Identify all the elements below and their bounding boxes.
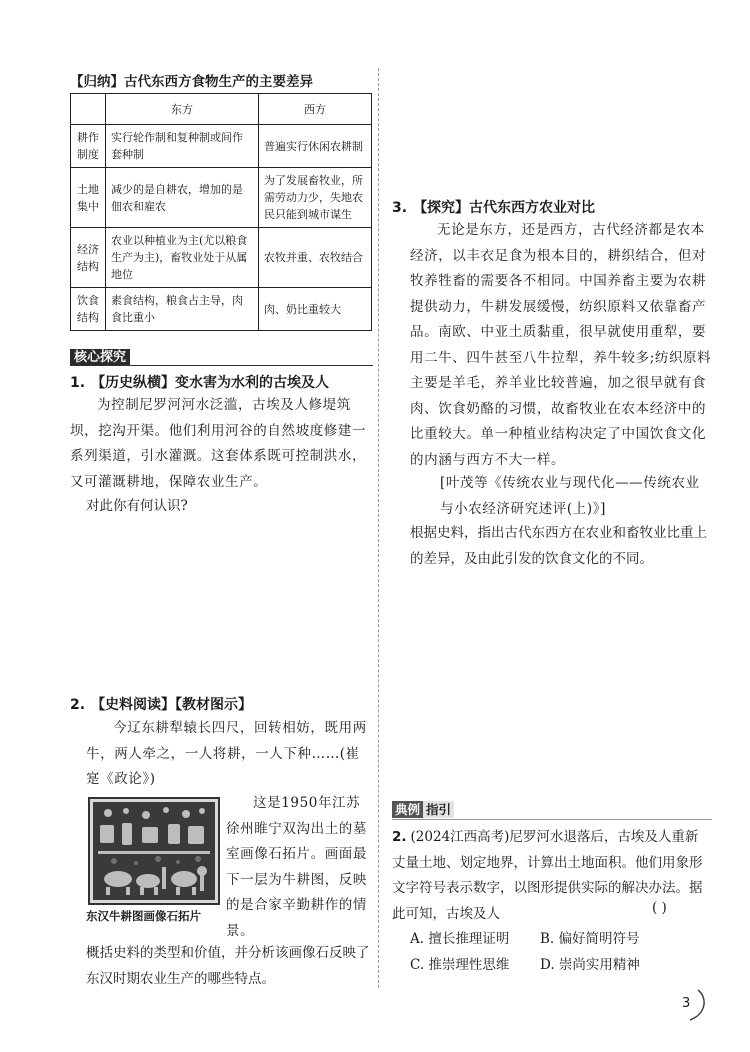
table-header-cell: [71, 94, 106, 125]
west-cell: 普遍实行休闲农耕制: [259, 125, 372, 168]
summary-table: [70, 93, 372, 331]
table-row: [71, 125, 372, 168]
west-cell: 农牧并重、农牧结合: [259, 228, 372, 288]
east-cell: 减少的是自耕农，增加的是佃农和雇农: [106, 168, 259, 228]
source-citation: [叶茂等《传统农业与现代化——传统农业与小农经济研究述评(上)》]: [440, 475, 700, 517]
example-section-label: 典例 指引: [392, 800, 454, 818]
table-header-cell: 东方: [106, 94, 259, 125]
stone-relief-image: [88, 797, 220, 905]
section-divider: [70, 365, 373, 366]
answer-blank: ( ): [652, 900, 667, 916]
question-number: 2.: [70, 697, 86, 713]
table-row: [71, 288, 372, 331]
question-2-prompt: 概括史料的类型和价值，并分析该画像石反映了东汉时期农业生产的哪些特点。: [86, 945, 370, 987]
column-divider: [378, 68, 379, 988]
table-row: [71, 228, 372, 288]
row-label: 土地集中: [71, 168, 106, 228]
table-header-row: [71, 94, 372, 125]
option-c: C. 推崇理性思维: [410, 957, 510, 973]
core-section-label: 核心探究: [70, 346, 130, 365]
source-quote: 今辽东耕犁辕长四尺，回转相妨，既用两牛，两人牵之，一人将耕，一人下种……(崔寔《政论》): [86, 720, 367, 787]
question-1-heading: [70, 372, 329, 392]
question-1-body: 为控制尼罗河河水泛滥，古埃及人修堤筑坝，挖沟开渠。他们利用河谷的自然坡度修建一系列渠道，引水灌溉。这套体系既可控制洪水，又可灌溉耕地，保障农业生产。: [70, 397, 367, 490]
table-row: [71, 168, 372, 228]
section-divider: [392, 819, 712, 820]
west-cell: 为了发展畜牧业，所需劳动力少，失地农民只能到城市谋生: [259, 168, 372, 228]
question-title: 【探究】古代东西方农业对比: [413, 200, 596, 216]
question-2-heading: [70, 694, 252, 714]
question-3-body: 无论是东方，还是西方，古代经济都是农本经济，以丰衣足食为根本目的，耕织结合，但对牧养牲畜的需要各不相同。中国养畜主要为农耕提供动力，牛耕发展缓慢，纺织原料又依靠畜产品。南欧、中亚土质黏重，很早就使用重犁，要用二牛、四牛甚至八牛拉犁，养牛较多;纺织原料主要是羊毛，养羊业比较普遍，加之很早就有食肉、饮食奶酪的习惯，故畜牧业在农本经济中的比重较大。单一种植业结构决定了中国饮食文化的内涵与西方不大一样。: [410, 222, 712, 468]
table-header-cell: 西方: [259, 94, 372, 125]
row-label: 经济结构: [71, 228, 106, 288]
row-label: 耕作制度: [71, 125, 106, 168]
question-number: 2.: [392, 829, 407, 845]
east-cell: 实行轮作制和复种制或间作套种制: [106, 125, 259, 168]
question-1-prompt: 对此你有何认识?: [86, 498, 188, 514]
page-number: 3: [682, 996, 691, 1011]
question-3-heading: [392, 197, 595, 217]
question-number: 1.: [70, 375, 86, 391]
question-title: 【历史纵横】变水害为水利的古埃及人: [91, 375, 330, 391]
question-3-prompt: 根据史料，指出古代东西方在农业和畜牧业比重上的差异，及由此引发的饮食文化的不同。: [410, 525, 707, 567]
question-number: 3.: [392, 200, 408, 216]
figure-caption: 东汉牛耕图画像石拓片: [86, 909, 201, 923]
east-cell: 农业以种植业为主(尤以粮食生产为主)，畜牧业处于从属地位: [106, 228, 259, 288]
option-a: A. 擅长推理证明: [410, 931, 510, 947]
figure-description: 这是1950年江苏徐州睢宁双沟出土的墓室画像石拓片。画面最下一层为牛耕图，反映的是合家辛勤耕作的情景。: [226, 795, 367, 939]
west-cell: 肉、奶比重较大: [259, 288, 372, 331]
stem-text: (2024江西高考)尼罗河水退落后，古埃及人重新丈量土地、划定地界，计算出土地面积。他们用象形文字符号表示数字，以图形提供实际的解决办法。据此可知，古埃及人: [392, 829, 703, 922]
option-b: B. 偏好简明符号: [540, 931, 640, 947]
summary-title: 【归纳】古代东西方食物生产的主要差异: [70, 74, 313, 90]
option-d: D. 崇尚实用精神: [540, 957, 640, 973]
row-label: 饮食结构: [71, 288, 106, 331]
east-cell: 素食结构，粮食占主导，肉食比重小: [106, 288, 259, 331]
question-title: 【史料阅读】【教材图示】: [91, 697, 253, 713]
